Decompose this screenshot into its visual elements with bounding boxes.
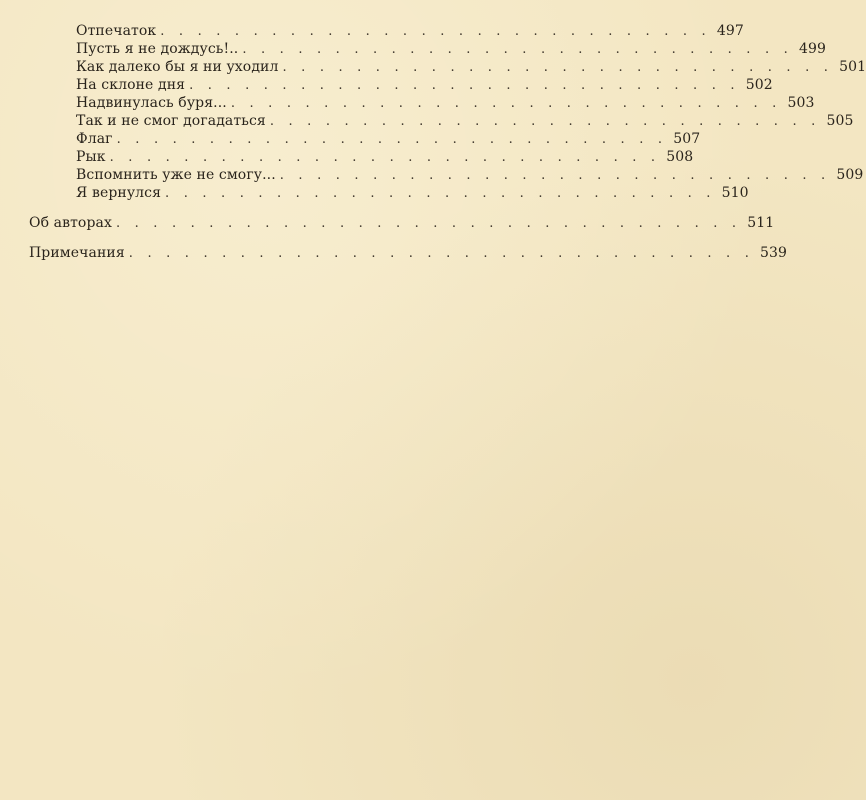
toc-entry-title: На склоне дня bbox=[76, 77, 186, 93]
toc-entry-title: Так и не смог догадаться bbox=[76, 113, 266, 129]
toc-entry-title: Рык bbox=[76, 149, 106, 165]
toc-entry bbox=[76, 94, 815, 112]
dot-leader: . . . . . . . . . . . . . . . . . . . . . . . . . . . . . . bbox=[165, 186, 716, 201]
dot-leader: . . . . . . . . . . . . . . . . . . . . . . . . . . . . . . bbox=[109, 150, 661, 165]
dot-leader: . . . . . . . . . . . . . . . . . . . . . . . . . . . . . . bbox=[160, 24, 711, 39]
toc-entry-title: Надвинулась буря... bbox=[76, 95, 227, 111]
toc-entry-page: 503 bbox=[787, 95, 815, 111]
toc-entry-page: 539 bbox=[760, 245, 788, 261]
toc-entry-page: 507 bbox=[673, 131, 701, 147]
toc-entry-page: 499 bbox=[798, 41, 826, 57]
toc-entry-page: 505 bbox=[826, 113, 854, 129]
toc-entry bbox=[76, 58, 866, 76]
toc-entry bbox=[76, 76, 773, 94]
dot-leader: . . . . . . . . . . . . . . . . . . . . . . . . . . . . . . bbox=[282, 60, 834, 75]
toc-entry bbox=[76, 112, 854, 130]
toc-entry-title: Примечания bbox=[29, 245, 125, 261]
dot-leader: . . . . . . . . . . . . . . . . . . . . . . . . . . . . . . bbox=[189, 78, 740, 93]
toc-entry bbox=[76, 148, 694, 166]
toc-entry-page: 508 bbox=[666, 149, 694, 165]
toc-entry-title: Флаг bbox=[76, 131, 113, 147]
dot-leader: . . . . . . . . . . . . . . . . . . . . . . . . . . . . . . bbox=[230, 96, 782, 111]
toc-entry bbox=[76, 40, 826, 58]
dot-leader: . . . . . . . . . . . . . . . . . . . . . . . . . . . . . . bbox=[116, 132, 668, 147]
toc-entry-page: 509 bbox=[836, 167, 864, 183]
toc-entry bbox=[76, 166, 864, 184]
toc-entry bbox=[76, 130, 701, 148]
toc-entry-title: Вспомнить уже не смогу... bbox=[76, 167, 276, 183]
dot-leader: . . . . . . . . . . . . . . . . . . . . . . . . . . . . . . . . . . bbox=[115, 216, 742, 231]
dot-leader: . . . . . . . . . . . . . . . . . . . . . . . . . . . . . . bbox=[242, 42, 793, 57]
toc-entry-page: 501 bbox=[839, 59, 866, 75]
toc-entry-title: Пусть я не дождусь!.. bbox=[76, 41, 239, 57]
toc-entry bbox=[76, 22, 744, 40]
toc-entry-title: Как далеко бы я ни уходил bbox=[76, 59, 279, 75]
toc-entry-page: 511 bbox=[747, 215, 775, 231]
toc-entry-page: 497 bbox=[716, 23, 744, 39]
toc-entry-title: Об авторах bbox=[29, 215, 112, 231]
toc-entry-title: Отпечаток bbox=[76, 23, 157, 39]
toc-entry-page: 510 bbox=[721, 185, 749, 201]
toc-entry bbox=[76, 184, 749, 202]
dot-leader: . . . . . . . . . . . . . . . . . . . . . . . . . . . . . . bbox=[269, 114, 821, 129]
dot-leader: . . . . . . . . . . . . . . . . . . . . . . . . . . . . . . bbox=[279, 168, 831, 183]
dot-leader: . . . . . . . . . . . . . . . . . . . . . . . . . . . . . . . . . . bbox=[128, 246, 755, 261]
toc-section-about-authors bbox=[29, 214, 775, 232]
toc-entry-page: 502 bbox=[745, 77, 773, 93]
toc-section-notes bbox=[29, 244, 788, 262]
toc-entry-title: Я вернулся bbox=[76, 185, 162, 201]
